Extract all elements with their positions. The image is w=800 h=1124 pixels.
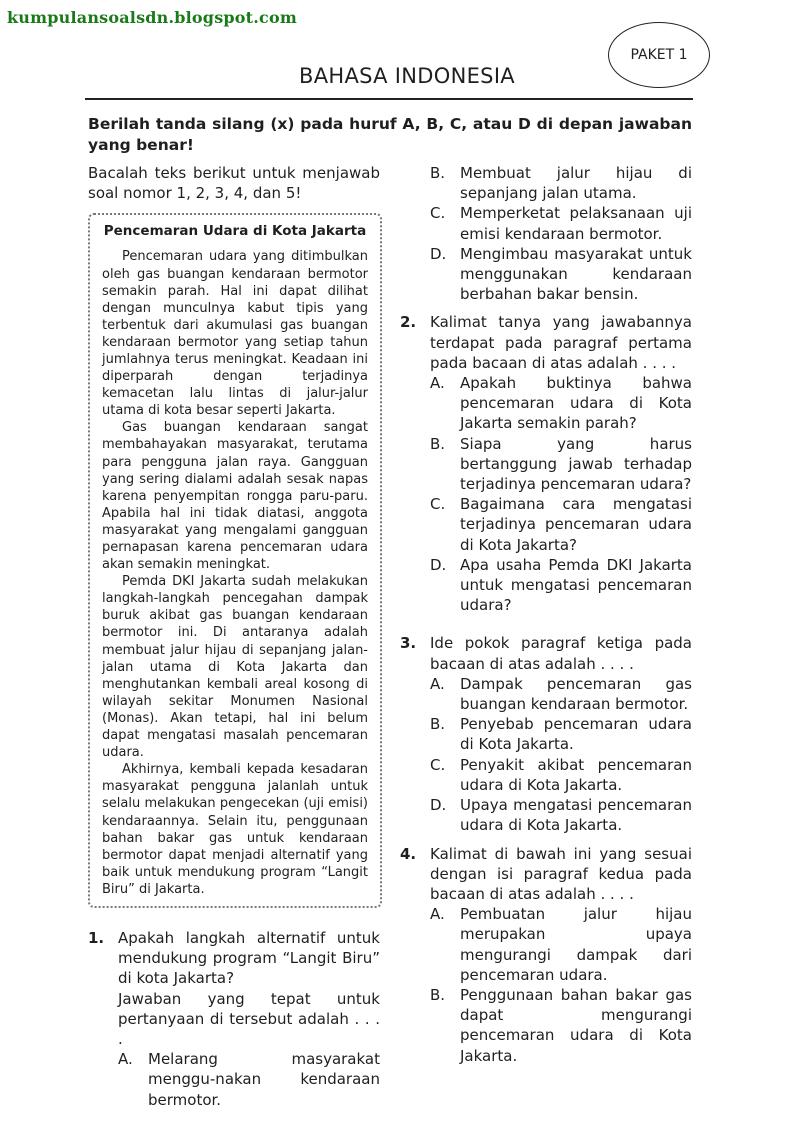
option-label: D. (430, 796, 447, 815)
option-label: B. (430, 164, 446, 182)
option-text: Apa usaha Pemda DKI Jakarta untuk mengatasi pencemaran udara? (460, 555, 692, 615)
question-number: 4. (400, 844, 417, 863)
option-text: Upaya mengatasi pencemaran udara di Kota Jakarta. (460, 796, 692, 835)
passage-paragraph: Pencemaran udara yang ditimbulkan oleh gas buangan kendaraan bermotor semakin parah. Hal ini dapat dilihat dengan munculnya kabut tipis yang terbentuk dari akumulasi gas buangan kendaraan bermotor yang setiap tahun jumlahnya terus meningkat. Keadaan ini diperparah dengan terjadinya kemacetan lalu lintas di jalur-jalur utama di kota besar seperti Jakarta. (102, 249, 368, 419)
question-text: Ide pokok paragraf ketiga pada bacaan di atas adalah . . . . (430, 634, 692, 673)
option-b[interactable] (430, 434, 692, 495)
option-text: Melarang masyarakat menggu-nakan kendaraan bermotor. (148, 1050, 380, 1109)
right-column (400, 163, 692, 1066)
option-d[interactable] (430, 555, 692, 616)
option-b[interactable] (430, 714, 692, 754)
passage-paragraph: Gas buangan kendaraan sangat membahayakan masyarakat, terutama para pengguna jalan raya. Gangguan yang sering dialami adalah sesak napas karena penyempitan rongga paru-paru. Apabila hal ini tidak diatasi, anggota masyarakat yang mengalami gangguan pernapasan karena pencemaran udara akan semakin meningkat. (102, 420, 368, 573)
option-b[interactable] (430, 985, 692, 1066)
question-subtext: Jawaban yang tepat untuk pertanyaan di tersebut adalah . . . . (118, 989, 380, 1048)
option-label: B. (430, 715, 446, 734)
option-text: Memperketat pelaksanaan uji emisi kendaraan bermotor. (460, 204, 692, 243)
question-4 (400, 844, 692, 1066)
option-c[interactable] (430, 755, 692, 795)
left-column (88, 163, 380, 1110)
option-label: A. (430, 674, 445, 693)
option-a[interactable] (118, 1049, 380, 1110)
question-number: 1. (88, 928, 105, 947)
blog-watermark: kumpulansoalsdn.blogspot.com (7, 8, 297, 27)
passage-paragraph: Pemda DKI Jakarta sudah melakukan langkah-langkah pencegahan dampak buruk akibat gas buangan kendaraan bermotor ini. Di antaranya adalah membuat jalur hijau di sepanjang jalan-jalan utama di Kota Jakarta dan menghutankan kembali areal kosong di wilayah sekitar Monumen Nasional (Monas). Akan tetapi, hal ini belum dapat mengatasi masalah pencemaran udara. (102, 574, 368, 761)
option-a[interactable] (430, 674, 692, 714)
title-divider (85, 98, 693, 100)
option-c[interactable] (430, 203, 692, 243)
option-label: C. (430, 204, 446, 223)
option-d[interactable] (430, 795, 692, 835)
paket-label: PAKET 1 (630, 47, 688, 63)
passage-title: Pencemaran Udara di Kota Jakarta (103, 223, 367, 240)
option-label: A. (430, 374, 445, 393)
option-text: Penyebab pencemaran udara di Kota Jakarta. (460, 715, 692, 754)
option-label: B. (430, 434, 446, 453)
question-body (430, 312, 692, 615)
passage-body (102, 248, 368, 898)
option-c[interactable] (430, 494, 692, 555)
question-body (430, 633, 692, 835)
option-text: Penggunaan bahan bakar gas dapat mengurangi pencemaran udara di Kota Jakarta. (460, 985, 692, 1065)
question-2 (400, 312, 692, 615)
question-number: 2. (400, 313, 417, 332)
instruction: Berilah tanda silang (x) pada huruf A, B, C, atau D di depan jawaban yang benar! (88, 115, 692, 154)
question-number-spacer (400, 163, 430, 304)
option-label: B. (430, 985, 446, 1004)
option-text: Bagaimana cara mengatasi terjadinya pencemaran udara di Kota Jakarta? (460, 495, 692, 554)
option-label: A. (430, 905, 445, 924)
option-label: C. (430, 495, 446, 514)
page-title-text: BAHASA INDONESIA (299, 64, 515, 88)
option-label: D. (430, 244, 447, 263)
question-3 (400, 633, 692, 835)
reading-passage (88, 213, 382, 908)
option-text: Membuat jalur hijau di sepanjang jalan utama. (460, 164, 692, 203)
question-body (430, 163, 692, 304)
option-text: Pembuatan jalur hijau merupakan upaya mengurangi dampak dari pencemaran udara. (460, 905, 692, 984)
option-text: Penyakit akibat pencemaran udara di Kota Jakarta. (460, 755, 692, 794)
intro-text: Bacalah teks berikut untuk menjawab soal nomor 1, 2, 3, 4, dan 5! (88, 164, 380, 203)
option-label: D. (430, 555, 447, 574)
question-1 (88, 928, 380, 1110)
question-1-continued (400, 163, 692, 304)
question-text: Apakah langkah alternatif untuk mendukung program “Langit Biru” di kota Jakarta? (118, 928, 380, 988)
question-number: 3. (400, 634, 417, 653)
page-title (0, 64, 800, 88)
option-label: C. (430, 755, 446, 774)
option-label: A. (118, 1050, 133, 1069)
option-b[interactable] (430, 163, 692, 203)
option-text: Apakah buktinya bahwa pencemaran udara di Kota Jakarta semakin parah? (460, 374, 692, 433)
question-body (118, 928, 380, 1110)
option-text: Siapa yang harus bertanggung jawab terhadap terjadinya pencemaran udara? (460, 434, 692, 494)
question-text: Kalimat tanya yang jawabannya terdapat pada paragraf pertama pada bacaan di atas adalah . . . . (430, 313, 692, 372)
option-a[interactable] (430, 904, 692, 985)
option-d[interactable] (430, 244, 692, 305)
option-a[interactable] (430, 373, 692, 434)
option-text: Dampak pencemaran gas buangan kendaraan bermotor. (460, 674, 692, 714)
passage-paragraph: Akhirnya, kembali kepada kesadaran masyarakat pengguna jalanlah untuk selalu melakukan pengecekan (uji emisi) kendaraannya. Selain itu, penggunaan bahan bakar gas untuk kendaraan bermotor dapat menjadi alternatif yang baik untuk mendukung program “Langit Biru” di Jakarta. (102, 762, 368, 897)
question-text: Kalimat di bawah ini yang sesuai dengan isi paragraf kedua pada bacaan di atas adalah . . . . (430, 844, 692, 903)
question-body (430, 844, 692, 1066)
option-text: Mengimbau masyarakat untuk menggunakan kendaraan berbahan bakar bensin. (460, 244, 692, 304)
